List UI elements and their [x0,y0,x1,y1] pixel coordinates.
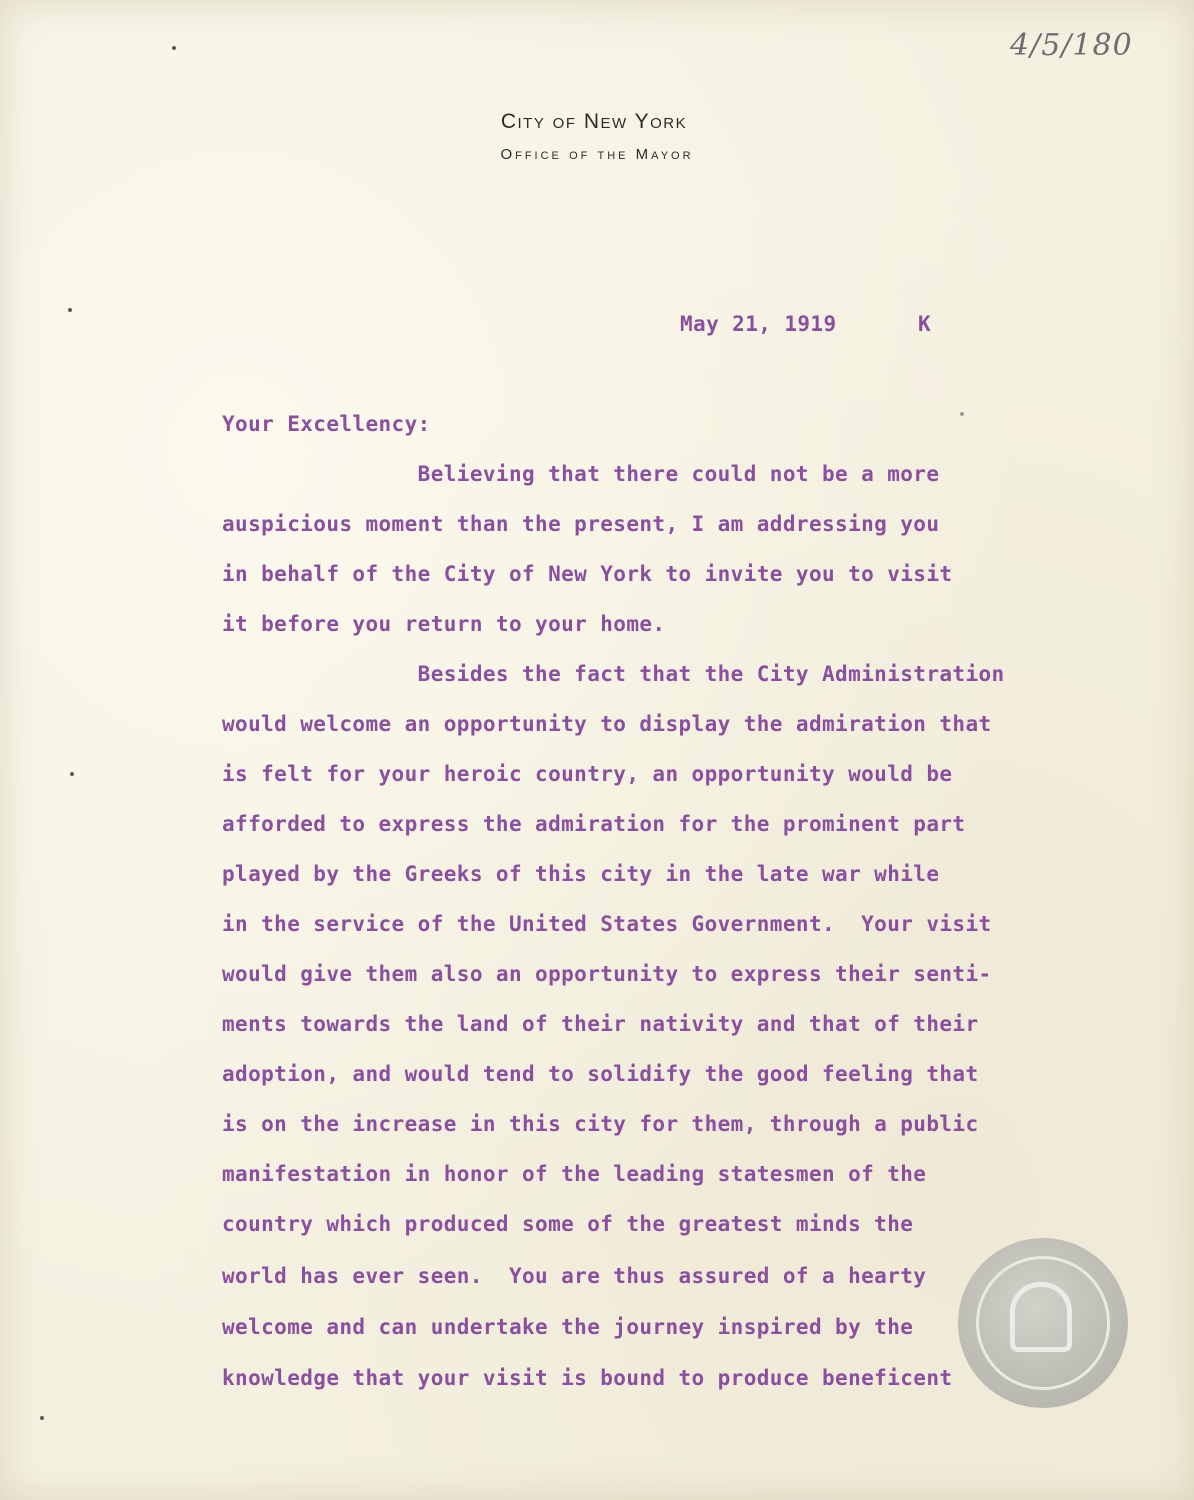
salutation: Your Excellency: [222,412,431,436]
letterhead-office: Office of the Mayor [500,146,694,163]
body-line: afforded to express the admiration for the prominent part [222,812,966,836]
paper-speck [70,772,74,776]
body-line: in behalf of the City of New York to invite you to visit [222,562,953,586]
body-line: is on the increase in this city for them, through a public [222,1112,979,1136]
letterhead-city: City of New York [500,110,688,133]
body-line: country which produced some of the greatest minds the [222,1212,914,1236]
paper-speck [172,46,176,50]
paper-speck [40,1416,44,1420]
paper-speck [68,308,72,312]
body-line: auspicious moment than the present, I am addressing you [222,512,940,536]
letter-date: May 21, 1919 [680,312,837,336]
body-line: knowledge that your visit is bound to produce beneficent [222,1366,953,1390]
body-line: played by the Greeks of this city in the late war while [222,862,940,886]
body-line: ments towards the land of their nativity and that of their [222,1012,979,1036]
body-line: in the service of the United States Government. Your visit [222,912,992,936]
seal-emblem-icon [1010,1282,1072,1352]
body-line: world has ever seen. You are thus assured of a hearty [222,1264,927,1288]
body-line: manifestation in honor of the leading statesmen of the [222,1162,927,1186]
body-line: it before you return to your home. [222,612,666,636]
body-line: would welcome an opportunity to display the admiration that [222,712,992,736]
typist-initial: K [918,312,932,336]
paper-speck [960,412,964,416]
archive-seal-stamp [958,1238,1128,1408]
body-line: Besides the fact that the City Administration [222,662,1005,686]
body-line: would give them also an opportunity to express their senti- [222,962,992,986]
body-line: adoption, and would tend to solidify the good feeling that [222,1062,979,1086]
body-line: is felt for your heroic country, an opportunity would be [222,762,953,786]
archive-number: 4/5/180 [1010,28,1133,63]
body-line: Believing that there could not be a more [222,462,940,486]
body-line: welcome and can undertake the journey inspired by the [222,1315,914,1339]
